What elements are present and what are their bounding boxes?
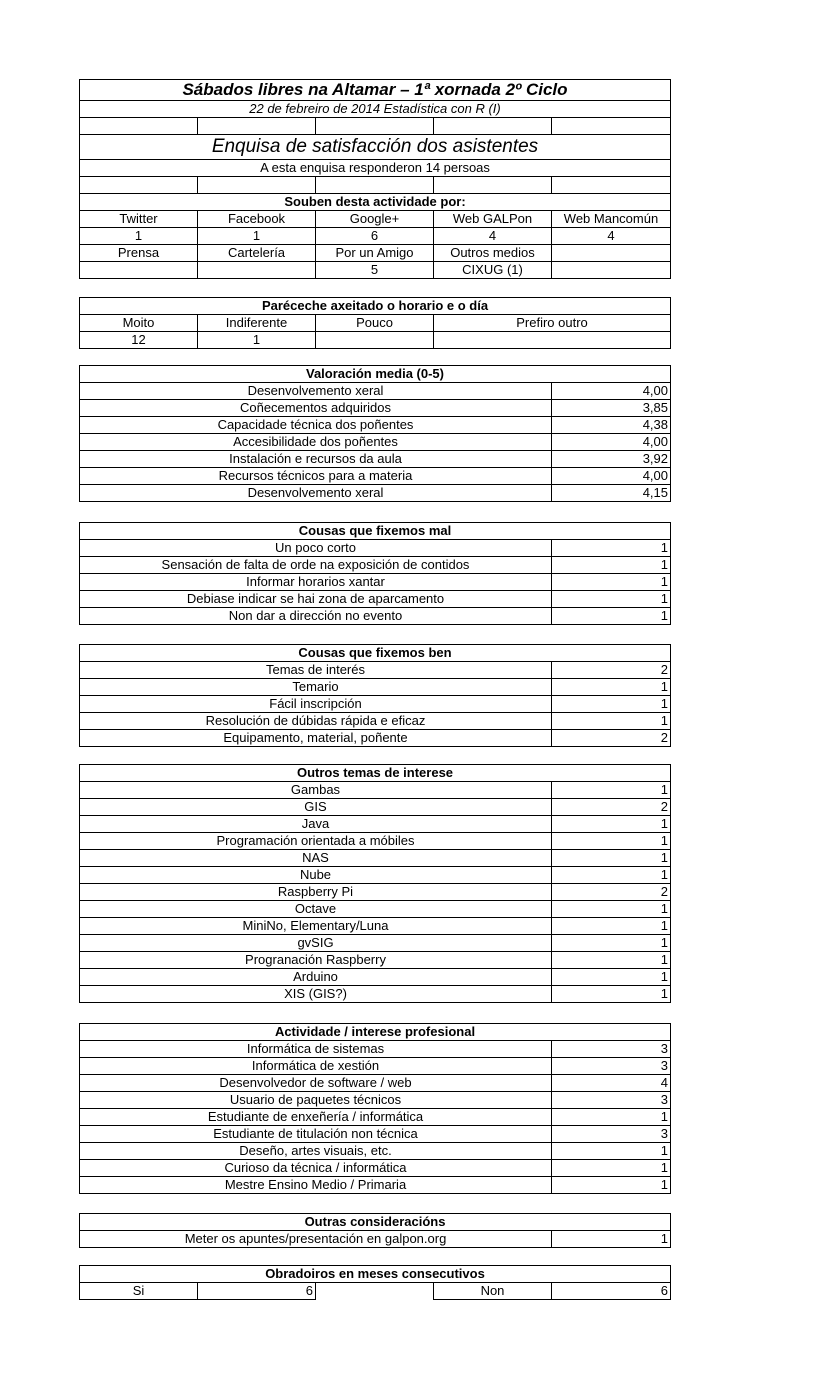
row-value: 1 <box>552 850 671 867</box>
source-label: Web GALPon <box>434 211 552 228</box>
row-label: Debiase indicar se hai zona de aparcamento <box>80 591 552 608</box>
row-label: Mestre Ensino Medio / Primaria <box>80 1177 552 1194</box>
row-label: Desenvolvedor de software / web <box>80 1075 552 1092</box>
row-value: 1 <box>552 1109 671 1126</box>
workshops-heading: Obradoiros en meses consecutivos <box>80 1266 671 1283</box>
row-label: Octave <box>80 901 552 918</box>
row-value: 1 <box>552 901 671 918</box>
source-value: 4 <box>552 228 671 245</box>
row-value: 4,00 <box>552 434 671 451</box>
respondents-count: A esta enquisa responderon 14 persoas <box>80 160 671 177</box>
table-row <box>80 1058 671 1075</box>
source-label: Web Mancomún <box>552 211 671 228</box>
row-value: 1 <box>552 1231 671 1248</box>
table-row <box>80 918 671 935</box>
schedule-heading: Paréceche axeitado o horario e o día <box>80 298 671 315</box>
row-label: Programación orientada a móbiles <box>80 833 552 850</box>
source-label: Twitter <box>80 211 198 228</box>
row-label: Progranación Raspberry <box>80 952 552 969</box>
table-row <box>80 1126 671 1143</box>
table-row <box>80 850 671 867</box>
row-label: Desenvolvemento xeral <box>80 485 552 502</box>
ratings-section <box>79 365 670 502</box>
table-row <box>80 952 671 969</box>
row-value: 2 <box>552 799 671 816</box>
table-row <box>80 679 671 696</box>
table-row <box>80 1075 671 1092</box>
schedule-values-row <box>80 332 671 349</box>
table-row <box>80 540 671 557</box>
row-value: 1 <box>552 608 671 625</box>
schedule-label: Moito <box>80 315 198 332</box>
empty-row <box>80 118 671 135</box>
ratings-heading: Valoración media (0-5) <box>80 366 671 383</box>
source-label <box>552 245 671 262</box>
row-label: gvSIG <box>80 935 552 952</box>
row-value: 1 <box>552 816 671 833</box>
row-value: 1 <box>552 969 671 986</box>
source-label: Por un Amigo <box>316 245 434 262</box>
row-value: 2 <box>552 662 671 679</box>
row-value: 1 <box>552 679 671 696</box>
table-row <box>80 782 671 799</box>
row-value: 1 <box>552 574 671 591</box>
row-value: 1 <box>552 1143 671 1160</box>
row-value: 3 <box>552 1092 671 1109</box>
workshops-no-value: 6 <box>552 1283 671 1300</box>
row-label: Java <box>80 816 552 833</box>
row-value: 1 <box>552 935 671 952</box>
row-label: MiniNo, Elementary/Luna <box>80 918 552 935</box>
row-label: Sensación de falta de orde na exposición de contidos <box>80 557 552 574</box>
source-label: Google+ <box>316 211 434 228</box>
source-value: CIXUG (1) <box>434 262 552 279</box>
row-value: 4,00 <box>552 468 671 485</box>
source-label: Outros medios <box>434 245 552 262</box>
table-row <box>80 986 671 1003</box>
row-value: 1 <box>552 591 671 608</box>
row-label: Informática de xestión <box>80 1058 552 1075</box>
table-row <box>80 574 671 591</box>
row-label: Non dar a dirección no evento <box>80 608 552 625</box>
sources-values-row-2 <box>80 262 671 279</box>
row-label: Temario <box>80 679 552 696</box>
row-value: 1 <box>552 867 671 884</box>
row-label: GIS <box>80 799 552 816</box>
row-label: XIS (GIS?) <box>80 986 552 1003</box>
schedule-section <box>79 297 670 349</box>
source-label: Prensa <box>80 245 198 262</box>
source-value: 1 <box>80 228 198 245</box>
source-value <box>552 262 671 279</box>
table-row <box>80 935 671 952</box>
workshops-yes-value: 6 <box>198 1283 316 1300</box>
source-value <box>80 262 198 279</box>
source-value: 4 <box>434 228 552 245</box>
table-row <box>80 730 671 747</box>
row-value: 1 <box>552 782 671 799</box>
profession-section <box>79 1023 670 1194</box>
row-label: Arduino <box>80 969 552 986</box>
row-value: 1 <box>552 1160 671 1177</box>
table-row <box>80 816 671 833</box>
table-row <box>80 969 671 986</box>
source-label: Cartelería <box>198 245 316 262</box>
profession-heading: Actividade / interese profesional <box>80 1024 671 1041</box>
table-row <box>80 1231 671 1248</box>
row-label: Temas de interés <box>80 662 552 679</box>
row-label: Nube <box>80 867 552 884</box>
row-value: 3 <box>552 1058 671 1075</box>
schedule-value: 1 <box>198 332 316 349</box>
row-value: 3,85 <box>552 400 671 417</box>
row-value: 4,15 <box>552 485 671 502</box>
row-label: Gambas <box>80 782 552 799</box>
sources-labels-row-2 <box>80 245 671 262</box>
survey-header-section <box>79 79 670 279</box>
empty-row <box>80 177 671 194</box>
row-label: Un poco corto <box>80 540 552 557</box>
table-row <box>80 557 671 574</box>
table-row <box>80 799 671 816</box>
table-row <box>80 434 671 451</box>
table-row <box>80 1041 671 1058</box>
row-value: 1 <box>552 1177 671 1194</box>
row-value: 1 <box>552 696 671 713</box>
good-heading: Cousas que fixemos ben <box>80 645 671 662</box>
row-label: Estudiante de titulación non técnica <box>80 1126 552 1143</box>
table-row <box>80 485 671 502</box>
table-row <box>80 383 671 400</box>
sources-labels-row-1 <box>80 211 671 228</box>
good-section <box>79 644 670 747</box>
table-row <box>80 468 671 485</box>
row-label: Meter os apuntes/presentación en galpon.org <box>80 1231 552 1248</box>
row-value: 1 <box>552 557 671 574</box>
page-subtitle: 22 de febreiro de 2014 Estadística con R (I) <box>80 101 671 118</box>
table-row <box>80 713 671 730</box>
table-row <box>80 1160 671 1177</box>
row-value: 1 <box>552 833 671 850</box>
source-value: 5 <box>316 262 434 279</box>
row-label: NAS <box>80 850 552 867</box>
row-value: 4 <box>552 1075 671 1092</box>
schedule-label: Pouco <box>316 315 434 332</box>
topics-section <box>79 764 670 1003</box>
row-value: 1 <box>552 713 671 730</box>
bad-section <box>79 522 670 625</box>
row-value: 4,00 <box>552 383 671 400</box>
table-row <box>80 400 671 417</box>
row-value: 2 <box>552 884 671 901</box>
schedule-value <box>316 332 434 349</box>
topics-heading: Outros temas de interese <box>80 765 671 782</box>
table-row <box>80 833 671 850</box>
row-label: Estudiante de enxeñería / informática <box>80 1109 552 1126</box>
schedule-label: Prefiro outro <box>434 315 671 332</box>
table-row <box>80 901 671 918</box>
row-label: Recursos técnicos para a materia <box>80 468 552 485</box>
row-label: Raspberry Pi <box>80 884 552 901</box>
row-label: Equipamento, material, poñente <box>80 730 552 747</box>
row-label: Fácil inscripción <box>80 696 552 713</box>
source-value: 6 <box>316 228 434 245</box>
row-label: Desenvolvemento xeral <box>80 383 552 400</box>
page-title: Sábados libres na Altamar – 1ª xornada 2º Ciclo <box>80 80 671 101</box>
table-row <box>80 608 671 625</box>
bad-heading: Cousas que fixemos mal <box>80 523 671 540</box>
schedule-label: Indiferente <box>198 315 316 332</box>
table-row <box>80 451 671 468</box>
schedule-value: 12 <box>80 332 198 349</box>
workshops-yes-label: Si <box>80 1283 198 1300</box>
row-label: Curioso da técnica / informática <box>80 1160 552 1177</box>
workshops-no-label: Non <box>434 1283 552 1300</box>
table-row <box>80 591 671 608</box>
row-label: Coñecementos adquiridos <box>80 400 552 417</box>
row-value: 3 <box>552 1041 671 1058</box>
table-row <box>80 417 671 434</box>
table-row <box>80 867 671 884</box>
source-value: 1 <box>198 228 316 245</box>
workshops-section <box>79 1265 670 1300</box>
row-value: 1 <box>552 918 671 935</box>
row-label: Deseño, artes visuais, etc. <box>80 1143 552 1160</box>
table-row <box>80 1092 671 1109</box>
row-label: Usuario de paquetes técnicos <box>80 1092 552 1109</box>
row-value: 2 <box>552 730 671 747</box>
sources-values-row-1 <box>80 228 671 245</box>
other-section <box>79 1213 670 1248</box>
table-row <box>80 884 671 901</box>
sources-heading: Souben desta actividade por: <box>80 194 671 211</box>
row-label: Instalación e recursos da aula <box>80 451 552 468</box>
schedule-labels-row <box>80 315 671 332</box>
table-row <box>80 662 671 679</box>
table-row <box>80 1177 671 1194</box>
source-label: Facebook <box>198 211 316 228</box>
row-value: 3 <box>552 1126 671 1143</box>
row-label: Informar horarios xantar <box>80 574 552 591</box>
table-row <box>80 696 671 713</box>
workshops-gap <box>316 1283 434 1300</box>
workshops-row <box>80 1283 671 1300</box>
row-label: Capacidade técnica dos poñentes <box>80 417 552 434</box>
row-value: 3,92 <box>552 451 671 468</box>
row-label: Informática de sistemas <box>80 1041 552 1058</box>
row-value: 1 <box>552 540 671 557</box>
survey-title: Enquisa de satisfacción dos asistentes <box>80 135 671 160</box>
row-value: 1 <box>552 952 671 969</box>
schedule-value <box>434 332 671 349</box>
table-row <box>80 1143 671 1160</box>
row-label: Accesibilidade dos poñentes <box>80 434 552 451</box>
row-value: 4,38 <box>552 417 671 434</box>
table-row <box>80 1109 671 1126</box>
source-value <box>198 262 316 279</box>
row-value: 1 <box>552 986 671 1003</box>
row-label: Resolución de dúbidas rápida e eficaz <box>80 713 552 730</box>
other-heading: Outras consideracións <box>80 1214 671 1231</box>
